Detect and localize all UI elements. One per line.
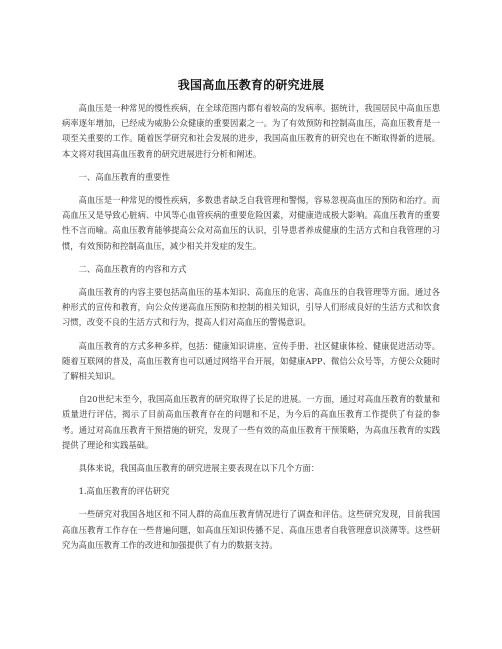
section-heading-importance: 一、高血压教育的重要性 <box>78 171 170 182</box>
intro-paragraph: 高血压是一种常见的慢性疾病，在全球范围内都有着较高的发病率。据统计，我国居民中高血压患病率逐年增加，已经成为威胁公众健康的重要因素之一。为了有效预防和控制高血压，高血压教育是一项至关重要的工作。随着医学研究和社会发展的进步，我国高血压教育的研究也在不断取得新的进展。本文将对我国高血压教育的研究进展进行分析和阐述。 <box>62 103 440 159</box>
aspects-intro-paragraph: 具体来说，我国高血压教育的研究进展主要表现在以下几个方面： <box>78 463 320 474</box>
importance-paragraph: 高血压是一种常见的慢性疾病，多数患者缺乏自我管理和警惕，容易忽视高血压的预防和治疗。而高血压又是导致心脏病、中风等心血管疾病的重要危险因素，对健康造成极大影响。高血压教育的重要性不言而喻。高血压教育能够提高公众对高血压的认识，引导患者养成健康的生活方式和自我管理的习惯，有效预防和控制高血压，减少相关并发症的发生。 <box>62 195 440 251</box>
evaluation-paragraph: 一些研究对我国各地区和不同人群的高血压教育情况进行了调查和评估。这些研究发现，目前我国高血压教育工作存在一些普遍问题，如高血压知识传播不足、高血压患者自我管理意识淡薄等。这些研究为高血压教育工作的改进和加强提供了有力的数据支持。 <box>62 509 440 550</box>
methods-paragraph: 高血压教育的方式多种多样，包括：健康知识讲座、宣传手册、社区健康体检、健康促进活动等。随着互联网的普及，高血压教育也可以通过网络平台开展，如健康APP、微信公众号等，方便公众随时了解相关知识。 <box>62 340 440 382</box>
document-title: 我国高血压教育的研究进展 <box>177 78 325 92</box>
progress-paragraph: 自20世纪末至今，我国高血压教育的研究取得了长足的进展。一方面，通过对高血压教育的数量和质量进行评估，揭示了目前高血压教育存在的问题和不足，为今后的高血压教育工作提供了有益的参考。通过对高血压教育干预措施的研究，发现了一些有效的高血压教育干预策略，为高血压教育的实践提供了理论和实践基础。 <box>62 394 440 450</box>
subsection-heading-evaluation: 1.高血压教育的评估研究 <box>78 486 170 497</box>
section-heading-content-methods: 二、高血压教育的内容和方式 <box>78 263 187 274</box>
content-paragraph: 高血压教育的内容主要包括高血压的基本知识、高血压的危害、高血压的自我管理等方面。通过各种形式的宣传和教育，向公众传递高血压预防和控制的相关知识，引导人们形成良好的生活方式和饮食习惯，改变不良的生活方式和行为，提高人们对高血压的警惕意识。 <box>62 287 440 328</box>
